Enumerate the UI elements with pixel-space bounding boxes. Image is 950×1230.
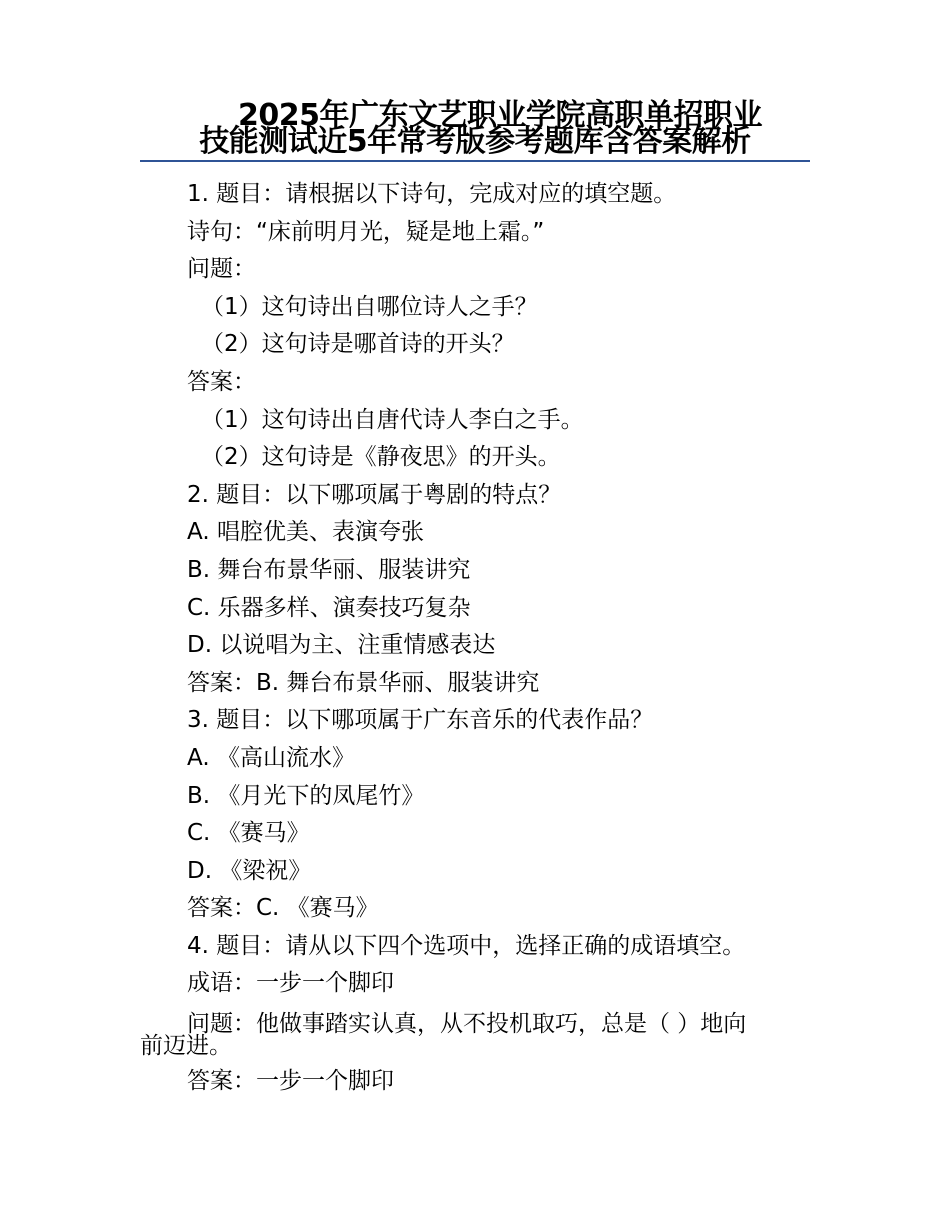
question-2-option-c: C. 乐器多样、演奏技巧复杂	[187, 594, 471, 621]
sub-question-1: （1）这句诗出自哪位诗人之手？	[201, 293, 538, 320]
question-2-option-d: D. 以说唱为主、注重情感表达	[187, 632, 496, 659]
question-4-answer: 答案：一步一个脚印	[187, 1068, 394, 1095]
question-4-prompt-line-2: 前迈进。	[140, 1033, 232, 1060]
idiom-line: 成语：一步一个脚印	[187, 970, 394, 997]
question-3-option-a: A. 《高山流水》	[187, 744, 355, 771]
question-4-prompt-line-1: 问题：他做事踏实认真，从不投机取巧，总是（ ）地向	[187, 1011, 747, 1038]
question-2-option-a: A. 唱腔优美、表演夸张	[187, 519, 424, 546]
question-2-answer: 答案：B. 舞台布景华丽、服装讲究	[187, 669, 540, 696]
question-4-prompt	[140, 1003, 812, 1063]
title-line-2: 技能测试近5年常考版参考题库含答案解析	[199, 124, 751, 159]
sub-question-2: （2）这句诗是哪首诗的开头？	[201, 331, 515, 358]
question-3-answer: 答案：C. 《赛马》	[187, 895, 379, 922]
title-line-1: 2025年广东文艺职业学院高职单招职业	[238, 98, 762, 133]
question-2-heading: 2. 题目：以下哪项属于粤剧的特点？	[187, 481, 562, 508]
question-4-heading: 4. 题目：请从以下四个选项中，选择正确的成语填空。	[187, 932, 746, 959]
answer-label: 答案：	[187, 368, 256, 395]
question-3-option-c: C. 《赛马》	[187, 820, 310, 847]
question-label: 问题：	[187, 256, 256, 283]
poem-line: 诗句：“床前明月光，疑是地上霜。”	[187, 218, 545, 245]
sub-answer-2: （2）这句诗是《静夜思》的开头。	[201, 444, 561, 471]
question-3-heading: 3. 题目：以下哪项属于广东音乐的代表作品？	[187, 707, 654, 734]
document-body	[140, 176, 812, 1101]
question-3-option-d: D. 《梁祝》	[187, 857, 312, 884]
sub-answer-1: （1）这句诗出自唐代诗人李白之手。	[201, 406, 584, 433]
question-3-option-b: B. 《月光下的凤尾竹》	[187, 782, 425, 809]
question-2-option-b: B. 舞台布景华丽、服装讲究	[187, 556, 471, 583]
question-1-heading: 1. 题目：请根据以下诗句，完成对应的填空题。	[187, 181, 677, 207]
title-underline	[140, 160, 810, 162]
document-title	[140, 98, 810, 159]
